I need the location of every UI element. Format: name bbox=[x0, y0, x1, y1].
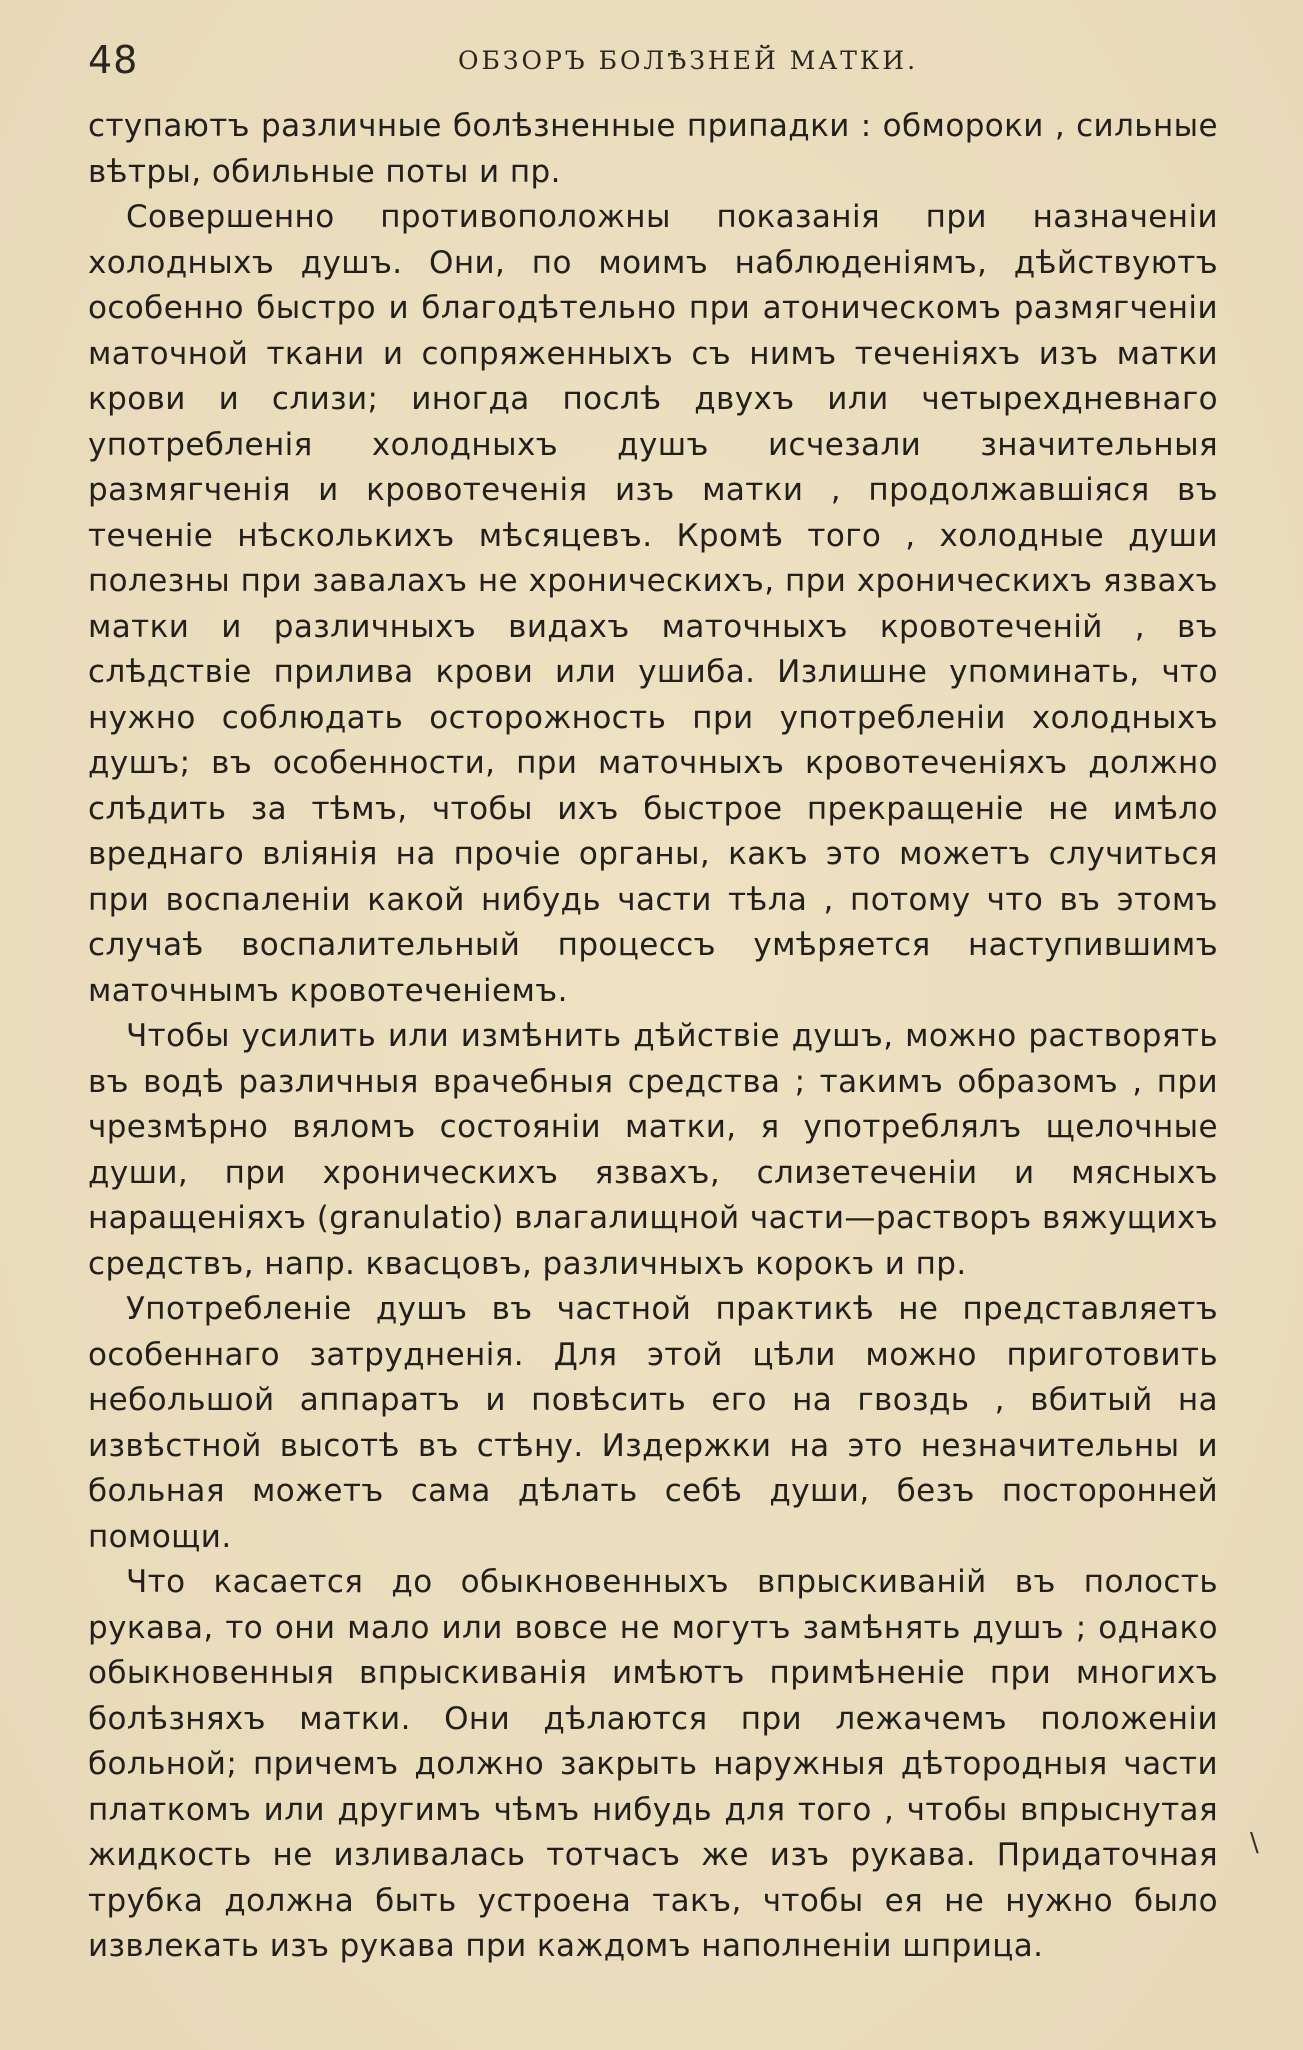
page-header bbox=[88, 38, 1228, 82]
body-text bbox=[88, 104, 1218, 1970]
stray-mark: \ bbox=[1250, 1828, 1259, 1858]
page-number: 48 bbox=[88, 38, 139, 82]
running-title: ОБЗОРЪ БОЛѢЗНЕЙ МАТКИ. bbox=[458, 46, 919, 75]
paragraph-3: Чтобы усилить или измѣнить дѣйствіе душъ, можно растворять въ водѣ различныя врачебныя средства ; такимъ образомъ , при чрезмѣрно вяломъ состояніи матки, я употреблялъ щелочные души, при хроническихъ язвахъ, слизетеченіи и мясныхъ наращеніяхъ (granulatio) влагалищной части—растворъ вяжущихъ средствъ, напр. квасцовъ, различныхъ корокъ и пр. bbox=[88, 1018, 1218, 1282]
paragraph-2: Совершенно противоположны показанія при назначеніи холодныхъ душъ. Они, по моимъ наблюденіямъ, дѣйствуютъ особенно быстро и благодѣтельно при атоническомъ размягченіи маточной ткани и сопряженныхъ съ нимъ теченіяхъ изъ матки крови и слизи; иногда послѣ двухъ или четырехдневнаго употребленія холодныхъ душъ исчезали значительныя размягченія и кровотеченія изъ матки , продолжавшіяся въ теченіе нѣсколькихъ мѣсяцевъ. Кромѣ того , холодные души полезны при завалахъ не хроническихъ, при хроническихъ язвахъ матки и различныхъ видахъ маточныхъ кровотеченій , въ слѣдствіе прилива крови или ушиба. Излишне упоминать, что нужно соблюдать осторожность при употребленіи холодныхъ душъ; въ особенности, при маточныхъ кровотеченіяхъ должно слѣдить за тѣмъ, чтобы ихъ быстрое прекращеніе не имѣло вреднаго вліянія на прочіе органы, какъ это можетъ случиться при воспаленіи какой нибудь части тѣла , потому что въ этомъ случаѣ воспалительный процессъ умѣряется наступившимъ маточнымъ кровотеченіемъ. bbox=[88, 199, 1218, 1009]
paragraph-4: Употребленіе душъ въ частной практикѣ не представляетъ особеннаго затрудненія. Для этой цѣли можно приготовить небольшой аппаратъ и повѣсить его на гвоздь , вбитый на извѣстной высотѣ въ стѣну. Издержки на это незначительны и больная можетъ сама дѣлать себѣ души, безъ посторонней помощи. bbox=[88, 1291, 1218, 1555]
paragraph-1: ступаютъ различные болѣзненные припадки : обмороки , сильные вѣтры, обильные поты и пр. bbox=[88, 108, 1218, 190]
paragraph-5: Что касается до обыкновенныхъ впрыскиваній въ полость рукава, то они мало или вовсе не могутъ замѣнять душъ ; однако обыкновенныя впрыскиванія имѣютъ примѣненіе при многихъ болѣзняхъ матки. Они дѣлаются при лежачемъ положеніи больной; причемъ должно закрыть наружныя дѣтородныя части платкомъ или другимъ чѣмъ нибудь для того , чтобы впрыснутая жидкость не изливалась тотчасъ же изъ рукава. Придаточная трубка должна быть устроена такъ, чтобы ея не нужно было извлекать изъ рукава при каждомъ наполненіи шприца. bbox=[88, 1564, 1218, 1964]
